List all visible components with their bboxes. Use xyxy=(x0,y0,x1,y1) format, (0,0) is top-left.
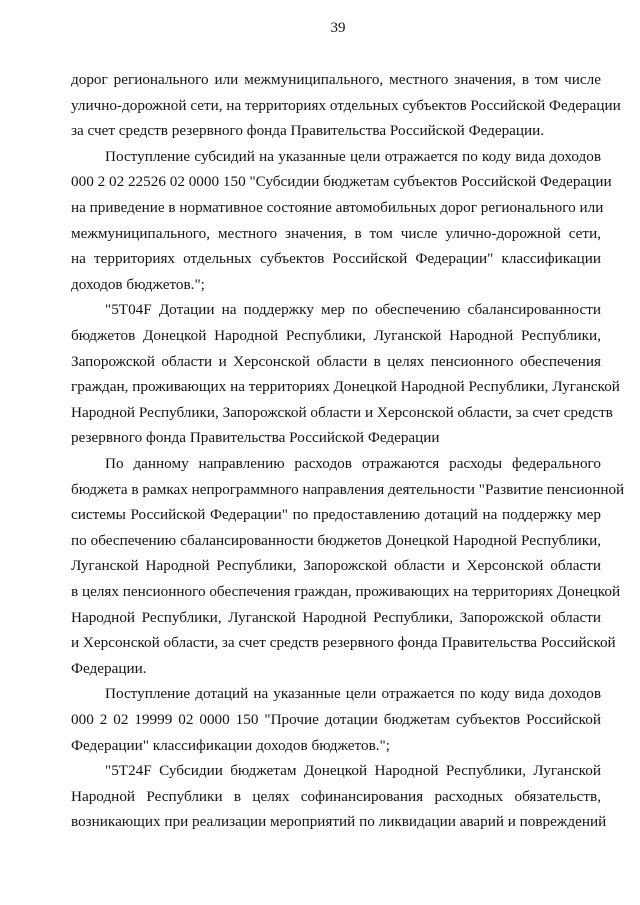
text-line: Народной Республики, Луганской Народной Республики, Запорожской области xyxy=(71,608,601,626)
text-line: Луганской Народной Республики, Запорожской области и Херсонской области xyxy=(71,557,601,575)
page-number: 39 xyxy=(330,20,346,36)
text-line: граждан, проживающих на территориях Донецкой Народной Республики, Луганской xyxy=(71,378,620,396)
text-line: бюджетов Донецкой Народной Республики, Луганской Народной Республики, xyxy=(71,327,601,344)
text-line: за счет средств резервного фонда Правительства Российской Федерации. xyxy=(71,122,545,140)
text-line: доходов бюджетов."; xyxy=(71,275,205,293)
text-line: Поступление дотаций на указанные цели отражается по коду вида доходов xyxy=(105,685,601,703)
text-line: на территориях отдельных субъектов Российской Федерации" классификации xyxy=(71,250,601,268)
text-line: и Херсонской области, за счет средств резервного фонда Правительства Российской xyxy=(71,634,616,652)
text-line: межмуниципального, местного значения, в том числе улично-дорожной сети, xyxy=(71,224,601,242)
text-line: Федерации" классификации доходов бюджетов."; xyxy=(71,736,390,754)
text-line: Поступление субсидий на указанные цели отражается по коду вида доходов xyxy=(105,147,601,165)
text-line: "5Т24F Субсидии бюджетам Донецкой Народной Республики, Луганской xyxy=(105,762,601,780)
text-line: возникающих при реализации мероприятий по ликвидации аварий и повреждений xyxy=(71,813,607,831)
text-line: улично-дорожной сети, на территориях отдельных субъектов Российской Федерации xyxy=(71,96,621,114)
text-line: бюджета в рамках непрограммного направления деятельности "Развитие пенсионной xyxy=(71,480,625,498)
text-line: По данному направлению расходов отражаются расходы федерального xyxy=(105,455,601,472)
text-line: Народной Республики в целях софинансирования расходных обязательств, xyxy=(71,787,601,805)
text-line: в целях пенсионного обеспечения граждан, проживающих на территориях Донецкой xyxy=(71,583,621,600)
text-line: Народной Республики, Запорожской области и Херсонской области, за счет средств xyxy=(71,403,613,421)
text-line: дорог регионального или межмуниципального, местного значения, в том числе xyxy=(71,71,601,88)
text-line: системы Российской Федерации" по предоставлению дотаций на поддержку мер xyxy=(71,506,601,524)
text-line: на приведение в нормативное состояние автомобильных дорог регионального или xyxy=(71,199,604,216)
text-line: по обеспечению сбалансированности бюджетов Донецкой Народной Республики, xyxy=(71,531,601,549)
text-line: Запорожской области и Херсонской области в целях пенсионного обеспечения xyxy=(71,352,601,370)
text-line: "5Т04F Дотации на поддержку мер по обеспечению сбалансированности xyxy=(105,301,601,319)
text-line: резервного фонда Правительства Российской Федерации xyxy=(71,429,440,447)
text-line: 000 2 02 19999 02 0000 150 "Прочие дотации бюджетам субъектов Российской xyxy=(71,711,601,728)
text-line: 000 2 02 22526 02 0000 150 "Субсидии бюджетам субъектов Российской Федерации xyxy=(71,173,612,191)
text-line: Федерации. xyxy=(71,659,147,677)
